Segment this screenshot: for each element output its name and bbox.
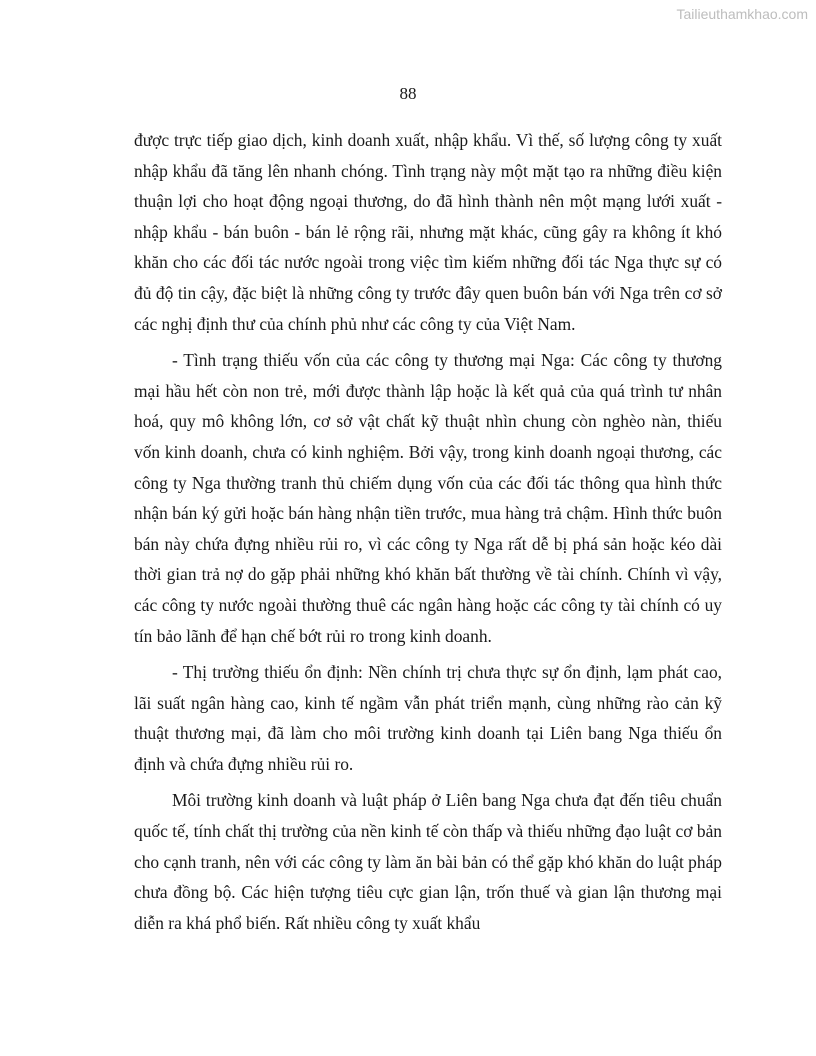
body-text	[134, 125, 722, 938]
watermark: Tailieuthamkhao.com	[676, 6, 808, 22]
paragraph-market-instability: - Thị trường thiếu ổn định: Nền chính trị chưa thực sự ổn định, lạm phát cao, lãi suất ngân hàng cao, kinh tế ngầm vẫn phát triển mạnh, cùng những rào cản kỹ thuật thương mại, đã làm cho môi trường kinh doanh tại Liên bang Nga thiếu ổn định và chứa đựng nhiều rủi ro.	[134, 662, 722, 774]
paragraph-capital-shortage: - Tình trạng thiếu vốn của các công ty thương mại Nga: Các công ty thương mại hầu hết còn non trẻ, mới được thành lập hoặc là kết quả của quá trình tư nhân hoá, quy mô không lớn, cơ sở vật chất kỹ thuật nhìn chung còn nghèo nàn, thiếu vốn kinh doanh, chưa có kinh nghiệm. Bởi vậy, trong kinh doanh ngoại thương, các công ty Nga thường tranh thủ chiếm dụng vốn của các đối tác thông qua hình thức nhận bán ký gửi hoặc bán hàng nhận tiền trước, mua hàng trả chậm. Hình thức buôn bán này chứa đựng nhiều rủi ro, vì các công ty Nga rất dễ bị phá sản hoặc kéo dài thời gian trả nợ do gặp phải những khó khăn bất thường về tài chính. Chính vì vậy, các công ty nước ngoài thường thuê các ngân hàng hoặc các công ty tài chính có uy tín bảo lãnh để hạn chế bớt rủi ro trong kinh doanh.	[134, 350, 722, 646]
paragraph-legal-environment: Môi trường kinh doanh và luật pháp ở Liên bang Nga chưa đạt đến tiêu chuẩn quốc tế, tính chất thị trường của nền kinh tế còn thấp và thiếu những đạo luật cơ bản cho cạnh tranh, nên với các công ty làm ăn bài bản có thể gặp khó khăn do luật pháp chưa đồng bộ. Các hiện tượng tiêu cực gian lận, trốn thuế và gian lận thương mại diễn ra khá phổ biến. Rất nhiều công ty xuất khẩu	[134, 790, 722, 933]
paragraph-continuation: được trực tiếp giao dịch, kinh doanh xuất, nhập khẩu. Vì thế, số lượng công ty xuất nhập khẩu đã tăng lên nhanh chóng. Tình trạng này một mặt tạo ra những điều kiện thuận lợi cho hoạt động ngoại thương, do đã hình thành nên một mạng lưới xuất - nhập khẩu - bán buôn - bán lẻ rộng rãi, nhưng mặt khác, cũng gây ra không ít khó khăn cho các đối tác nước ngoài trong việc tìm kiếm những đối tác Nga thực sự có đủ độ tin cậy, đặc biệt là những công ty trước đây quen buôn bán với Nga trên cơ sở các nghị định thư của chính phủ như các công ty của Việt Nam.	[134, 130, 722, 334]
page-number: 88	[399, 84, 417, 103]
